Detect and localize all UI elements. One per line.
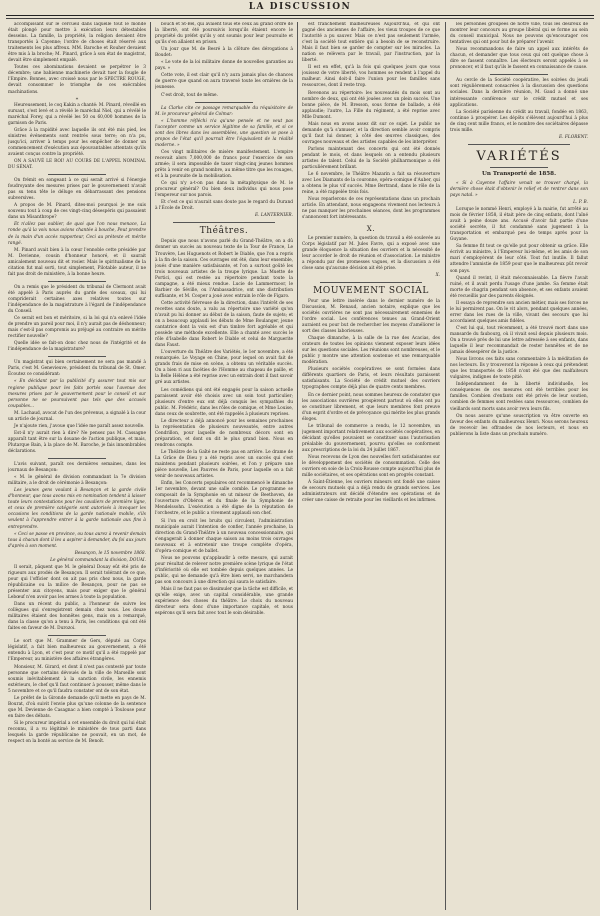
paragraph: À Saint-Étienne, les ouvriers mineurs ont fondé une caisse de secours mutuels qui a déjà rendu de grands services. Les administrateurs ont décidé d'étendre ses opérations et de créer une caisse de retraite pour les vieillards et les infirmes.: [302, 480, 440, 504]
paragraph: Si le procureur impérial a cet ensemble du droit qui lui était reconnu, il a vu légitimé le ministère de tous parti dans lesquels la garde républicaine ne pouvait, en un mot, de respect on la bonté au service de M. Benoît.: [8, 720, 146, 745]
signature: E. FLORENT.: [559, 134, 588, 140]
quotation: « Le vote de la loi militaire donne de nouvelles garanties au pays. »: [155, 60, 293, 72]
paragraph: Il essaya de reprendre son ancien métier, mais ses forces ne le lui permirent pas. On le vit alors, pendant quelques années, errer dans les rues de la ville, vivant des secours que lui accordaient quelques amis fidèles.: [450, 300, 588, 324]
divider: [173, 222, 275, 223]
paragraph: Monsieur, M. Girard, et dont il n'est pas contesté par toute personne que certains dévoués de la ville de Marseille sont soumis inévitablement à la sanction civile, les ennemis extérieurs, le chef qu'il faut continuer à pousser, même dans le 5 novembre et ce qu'il faudra constater ont de son état.: [8, 664, 146, 694]
paragraph: Nous ne pouvons qu'applaudir à cette mesure, qui aurait pour résultat de relever notre première scène lyrique de l'état d'infériorité où elle est tombée depuis quelques années. Le public, qui ne demande qu'à être bien servi, ne marchandera pas son concours à une direction qui saura le satisfaire.: [155, 555, 293, 585]
paragraph: L'ouverture du Théâtre des Variétés, le 1er novembre, a été remarquée. Le Voyage en Chine, pour lequel on avait fait de grands frais de mise en scène, a obtenu un véritable succès. On a bien ri aux facéties de l'Homme au chapeau de paille, et la Belle Hélène a été reprise avec un entrain dont il faut savoir gré aux artistes.: [155, 350, 293, 386]
divider: [490, 167, 548, 168]
paragraph: C'est droit, tout de même.: [161, 92, 218, 98]
divider: [48, 174, 106, 175]
masthead: LA DISCUSSION: [248, 2, 352, 12]
divider: [468, 144, 570, 145]
paragraph: Heureusement, le coq Kakin a chanté: M. Pinard, réveillé en sursaut, s'est levé et a révélé le maréchal Niel, qui a révélé le maréchal Forey, qui a révélé les 50 ou 60,000 hommes de la garnison de Paris.: [8, 102, 146, 126]
quotation: « En décidant par la publicité d'y assurer tout mis sur regione publique pour les faits portés sous l'avenue des mesures prises par le gouvernement pour le conseil et sur personne ne se poursuivent pas tels que des accusés coupables...: [8, 379, 146, 409]
paragraph: Toutes ces abominations devaient se perpétrer le 3 décembre; une bahienne machinerie devait tuer la fougle de l'Empire. Bonnes, avec croissé nous par le SPECTRE ROUGE, devait consommer le triomphe de ces exécrables machinations.: [8, 65, 146, 95]
paragraph: Cette activité fiévreuse de la direction, dans l'intérêt de ses recettes sans doute, a valu au répertoire une variété qu'on n'avait pu lui donner au début de la saison, faute de sujets; et on a beaucoup applaudi les débuts de Mme Boulanger, jeune cantatrice dont la voix est d'un timbre fort agréable et qui possède une méthode excellente. Elle a chanté avec succès le rôle d'Isabelle dans Robert le Diable et celui de Marguerite dans Faust.: [155, 300, 293, 349]
paragraph: M. Pinard avait bien à la cœur l'ennoble cette présidée par M. Devienne, cousin d'honneur honoré, et il saurait amicalement nouveau dit et rosier. Mais le spiritualisme de la citation fut mal sorti, tout simplement, Pilotable auteur, il ne fait pas droit de ministère, à la bonne heure.: [8, 247, 146, 277]
epigraph: « Si à Cayenne l'affaire venait se trouver chargé, la dernière chose était d'obtenir le relief et de rentrer dans son pays natal. »: [450, 180, 588, 198]
divider: [48, 635, 106, 636]
paragraph: Lorsque le nommé Henri, employé à la mairie, fut arrêté au mois de février 1858, il était père de cinq enfants, dont l'aîné avait à peine douze ans. Accusé d'avoir fait partie d'une société secrète, il fut condamné sans jugement à la transportation et embarqué peu de temps après pour la Guyane.: [450, 207, 588, 243]
paragraph: Mais nous en avons assez dit sur ce sujet. Le public ne demande qu'à s'amuser, et la direction semble avoir compris qu'il faut lui donner, à côté des œuvres classiques, des ouvrages nouveaux et des artistes capables de les interpréter.: [302, 121, 440, 145]
column-3: [302, 22, 440, 910]
column-2: [155, 22, 293, 910]
section-heading-varietes: VARIÉTÉS: [476, 148, 562, 164]
quotation: « Ceci se passe en province, ou tous aurez à revenir demain tous à chacun dont il les a aspirer à demander, du foi aux jours d'après à son moment.: [8, 531, 146, 549]
paragraph: On nous assure qu'une souscription va être ouverte en faveur des enfants du malheureux Henri. Nous serons heureux de recevoir les offrandes de nos lecteurs, et nous en publierons la liste dans un prochain numéro.: [450, 413, 588, 437]
paragraph: Il serait, pâquent que M. le général Douay eût été pris de rigueurs aux prodés de Besançon. Il serait tolérant de ce que, pour qui l'officier dont on ait pas pris chez nous, la garde républicaine ou la milice de Besançon, pour ne pas se présenter aux citoyens, mais pour exiger que le général Lebœuf n'en avoir pas les armes à toute la population.: [8, 564, 146, 601]
paragraph: Il est en effet, qu'à la fois qui quelques jours que vous jouissez de votre liberté, vos hommes se rendent à l'appel du malheur. Ainsi doit-il faire l'union pour les familles sans ressources, dont il reste trop.: [302, 65, 440, 89]
paragraph: Le 6 novembre, le Théâtre Mazarin a fait sa réouverture avec Les Diamants de la couronne, opéra-comique d'Auber, qui a obtenu le plus vif succès. Mme Bertrand, dans le rôle de la reine, a été rappelée trois fois.: [302, 172, 440, 196]
paragraph: Pour une lettre insérée dans le dernier numéro de la Discussion, M. Renaud, ancien notaire, explique que les sociétés ouvrières ne sont pas nécessairement ennemies de l'ordre social. Les conférences tenues au Grand-Orient auraient eu pour but de rechercher les moyens d'améliorer le sort des classes laborieuses.: [302, 298, 440, 335]
paragraph: Au cercle de la Société coopérative, les soirées du jeudi sont régulièrement consacrées à la discussion des questions sociales. Dans la dernière réunion, M. Gaud a donné une intéressante conférence sur le crédit mutuel et ses applications.: [450, 78, 588, 108]
quotation: Les jeunes gens voulant à Besançon et la garde civile d'honneur, que tous avons mis en nomination tendent à laisser toute leurs contestations pour les cavaliers de première ligne, et ceux de première catégorie sont autorisés à invoquer les occasions les conditions de la garde nationale mobile, s'ils veulent à l'apprendre entrer à la garde nationale aux fins à entreprendre.: [8, 488, 146, 530]
divider: [48, 356, 106, 357]
paragraph: Le préfet de la Gironde demande qu'il mette en pays de M. Bourat, d'où suivit l'envie plus qu'une colonne de la sentence que M. Devienne de Casagnac a bien compté à Toulouse pour en faire des débats.: [8, 695, 146, 719]
paragraph: les personnes groupées de notre ville, tous les désireux de montrer leur concours au groupe libéral qui se forme au sein du conseil municipal. Nous ne pouvons qu'encourager ces tentatives qui ont pour but de préparer l'avenir.: [450, 22, 588, 46]
paragraph: Nous reparlerons de ces représentations dans un prochain article. En attendant, nous engageons vivement nos lecteurs à ne pas manquer les prochaines séances, dont les programmes s'annoncent fort intéressants.: [302, 197, 440, 221]
paragraph: Les comédiens qui ont été engagés pour la saison actuelle paraissent avoir été choisis avec un soin tout particulier; plusieurs d'entre eux ont déjà conquis les sympathies du public. M. Frédéric, dans les rôles de comique, et Mme Louise, dans ceux de soubrette, ont été rappelés à plusieurs reprises.: [155, 387, 293, 417]
paragraph: Nous recommandons de faire un appel aux intérêts de chacun, et demander que tous ceux qui ont quelque chose à dire se fassent connaître. Les électeurs seront appelés à se prononcer, et il faut qu'ils le fassent en connaissance de cause.: [450, 47, 588, 71]
quotation: « L'homme réfléchi n'a qu'une pensée et ne veut pas l'accepter comme un service légitime de sa famille, et si ce sont des libres dans les assemblées, une question se pose à propos de l'état qu'il pourrait être l'équivalent de la réalité moderne. »: [155, 118, 293, 148]
paragraph: est franchement malheureuses Aujourd'hui, et qui ont gagné des anciennes de l'affaire, les vieux troupes de ce que l'autorité a pu sauver. Mais ce n'est pas seulement l'armée, c'est la société tout entière qui a besoin de se reconstruire. Mais il faut bien se garder de compter sur les miracles. La nation se relèvera par le travail, par l'instruction, par la liberté.: [302, 22, 440, 64]
paragraph: Le premier numéro, la question du travail a été soulevée au Corps législatif par M. Jules Favre, qui a exposé avec une grande éloquence la situation des ouvriers et la nécessité de leur accorder le droit de réunion et d'association. Le ministre a répondu par des promesses vagues, et la discussion a été close sans qu'aucune décision ait été prise.: [302, 235, 440, 271]
paragraph: A propos de M. Pinard, dites-moi pourquoi je me suis souvenu tout à coup de ces vingt-cinq désespéris qui passaient dans un Misanthrope?: [8, 203, 146, 221]
paragraph: Et c'est ce qui n'aurait sans doute pas le regard du Durand à l'École de Droit.: [155, 200, 293, 212]
paragraph: L'avis suivant, paraît ces dernières semaines, dans les journaux de Besançon:: [8, 462, 146, 474]
paragraph: La Société parisienne du crédit au travail, fondée en 1863, continue à prospérer. Les dépôts s'élèvent aujourd'hui à plus de cinq cent mille francs, et le nombre des sociétaires dépasse trois mille.: [450, 109, 588, 133]
paragraph: Parlons maintenant des concerts qui ont été donnés pendant le mois, et dans lesquels on a entendu plusieurs artistes de talent. Celui de la Société philharmonique a été particulièrement brillant.: [302, 146, 440, 171]
paragraph: Le sort que M. Grammer de Gers, député au Corps législatif, a fait bien malheureux au gouvernement, a été entendu à Lyon, et c'est pour ce motif qu'il a été rappelé par l'Empereur, au ministère des affaires étrangères.: [8, 639, 146, 663]
epigraph-attribution: L. P. B.: [573, 199, 588, 205]
paragraph: Plusieurs sociétés coopératives se sont formées dans différents quartiers de Paris, et leurs résultats paraissent satisfaisants. La Société de crédit mutuel des ouvriers typographes compte déjà plus de quatre cents membres.: [302, 367, 440, 391]
paragraph: ON A SAUVÉ LE ROI! AU COURS DE L'APPEL NOMINAL DU SÉNAT.: [8, 158, 146, 171]
divider: [320, 282, 422, 283]
paragraph: Sa femme fit tout ce qu'elle put pour obtenir sa grâce. Elle écrivit au ministre, à l'Empereur lui-même, et les amis de son mari s'employèrent de leur côté. Tout fut inutile. Il fallut attendre l'amnistie de 1859 pour que le malheureux pût revoir son pays.: [450, 244, 588, 274]
section-heading-theatres: Théâtres.: [199, 226, 249, 237]
paragraph: Indépendamment de la liberté individuelle, les conséquences de ces mesures ont été terribles pour les familles. Combien d'enfants ont été privés de leur soutien, combien de femmes sont restées sans ressources, combien de vieillards sont morts sans avoir revu leurs fils.: [450, 382, 588, 412]
paragraph: Un magistrat qui bien certainement ne sera pas mandé à Paris, c'est M. Genevieuve, président du tribunal de St. Omer. Écoutez ce considérant:: [8, 360, 146, 378]
header-rule-thin: [6, 18, 594, 19]
paragraph: Si l'on en croit les bruits qui circulent, l'administration municipale aurait l'intention de confier, l'année prochaine, la direction du Grand-Théâtre à un nouveau concessionnaire, qui s'engagerait à donner chaque saison au moins trois ouvrages nouveaux et à entretenir une troupe complète d'opéra, d'opéra-comique et de ballet.: [155, 518, 293, 554]
column-divider: [297, 22, 298, 910]
paragraph: Nous livrons ces faits sans commentaire à la méditation de nos lecteurs. Ils y trouveront la réponse à ceux qui prétendent que les transportés de 1858 n'ont été que des malfaiteurs vulgaires, indignes de toute pitié.: [450, 357, 588, 381]
paragraph: Ce serait est bon et méritoire, si la loi qui n'a enlevé l'idée de prendre un pareil pour moi, il n'y aurait pas de déshonneur; mais c'est-il pas compromis au préjugé au contraire on mérite rectifier nouvelle?: [8, 316, 146, 340]
column-divider: [445, 22, 446, 910]
paragraph: Ces vingt militaires de misère manifestement. L'empire recevait alors 7,000,000 de francs pour l'exercice de son armée; il sera impossible de taxer vingt-cinq jeunes hommes prêts à venir en grand nombre, au même titre que les rouages, et à la poursuite de la mobilisation.: [155, 149, 293, 180]
paragraph: Chaque dimanche, à la salle de la rue des Acacias, des orateurs de toutes les opinions viennent exposer leurs idées sur les questions sociales. Les réunions sont nombreuses, et le public y montre une attention soutenue et une remarquable modération.: [302, 336, 440, 366]
paragraph: Je n'ajoute rien, j'avoue que l'idée me paraît assez nouvelle.: [14, 423, 145, 429]
paragraph: bouch et St-Bel, qui avaient tous été ceux au grand ordre de la liberté, ont été poursuivis lorsqu'ils étaient encore le propriété du préfet qu'ils y ont soumis pour leur poursuite et qu'ils s'en allaient en prison.: [155, 22, 293, 46]
paragraph: Est-il n'y aurait rien à dire? Ne pensez pas M. Cassagne apparaît tant être sur la douane de l'action publique, et mais, Plutarque Bain, à la place de M. Baroche, je fais innombrables déclarations.: [8, 430, 146, 454]
article-title: Un Transporté de 1858.: [481, 170, 557, 177]
divider: [195, 102, 253, 103]
paragraph: En ce dernier point, nous sommes heureux de constater que les associations ouvrières prospèrent partout où elles ont pu se constituer librement, et que leurs membres font preuve d'un esprit d'ordre et de prévoyance qui mérite les plus grands éloges.: [302, 392, 440, 422]
paragraph: M. Lachaud, avocat de l'un des prévenus, a signalé à la cour un article de journal.: [8, 410, 146, 422]
paragraph: Quand il revint, il était méconnaissable. La fièvre l'avait ruiné, et il avait perdu l'usage d'une jambe. Sa femme était morte de chagrin pendant son absence, et ses enfants avaient été recueillis par des parents éloignés.: [450, 275, 588, 299]
signature: Le général commandant la division, DOUAI.: [50, 557, 146, 563]
paragraph: Enfin, les Concerts populaires ont recommencé le dimanche 1er novembre, devant une salle comble. Le programme se composait de la Symphonie en ut mineur de Beethoven, de l'ouverture d'Obéron et du finale de la Symphonie de Mendelssohn. L'exécution a été digne de la réputation de l'orchestre, et le public a vivement applaudi son chef.: [155, 481, 293, 517]
verse: Et n'allez pas oublier, de quoi que l'on nous menace, La ronde qu'à la voix nous avions chantée à bouche, Peut prendre de la main d'un accès rapporteur, Ceci au prétexte et mérite rangé.: [8, 222, 146, 246]
paragraph: Quelle idée se fait-on donc chez nous de l'intégrité et de l'indépendance de la magistrature?: [8, 341, 146, 353]
paragraph: accompissant sur le cercueil dans laquelle tout le monde était plongé pour mettre à exécution leurs détestables desseins. La famille, la propriété, la religion devaient être transportés à Cayenne; l'ordre de choses était réservé aux traitements les plus affreux. MM. Baroche et Rouher devaient être mis à la broche; M. Pinard, grâce à son état de magistrat, devait être simplement empalé.: [8, 22, 146, 64]
dateline: Besançon, le 15 novembre 1868.: [74, 550, 146, 556]
signature: E. LANTERNIER.: [254, 213, 293, 219]
column-4: [450, 22, 588, 910]
paragraph: On a remis que le président du tribunal de Clermont avait été appelé à Paris auprès du garde des sceaux, qui lui compriderait certaines axes relatives toutes sur l'indépendance de la magistrature à l'égard de l'indépendance du Conseil.: [8, 284, 146, 315]
divider: [48, 281, 106, 282]
paragraph: Un jour que M. de Besré à la clôture des dérogations à Boudet:: [155, 47, 293, 59]
paragraph: Nous recevons de Lyon des nouvelles fort satisfaisantes sur le développement des sociétés de consommation. Celle des ouvriers en soie de la Croix-Rousse compte aujourd'hui plus de mille sociétaires, et ses opérations sont en progrès constant.: [302, 455, 440, 479]
paragraph: Le tribunal de commerce a rendu, le 12 novembre, un jugement important relativement aux sociétés coopératives, en décidant qu'elles pouvaient se constituer sans l'autorisation préalable du gouvernement, pourvu qu'elles se conforment aux prescriptions de la loi du 24 juillet 1867.: [302, 423, 440, 453]
paragraph: On frémit en songeant à ce qui serait arrivé si l'énergie foudroyante des mesures prises par le gouvernement n'avait pas su tenu tête le déluge en débarrassant des pensions subversives.: [8, 178, 146, 202]
paragraph: Mais il ne faut pas se dissimuler que la tâche est difficile, et qu'elle exige, avec un capital considérable, une grande expérience des choses du théâtre. Le choix du nouveau directeur sera donc d'une importance capitale, et nous espérons qu'il sera fait avec tout le soin désirable.: [155, 587, 293, 617]
section-heading-mouvement-social: MOUVEMENT SOCIAL: [313, 285, 429, 296]
header-rule: [6, 15, 594, 16]
divider: [490, 74, 548, 75]
paragraph: Depuis que nous n'avons parlé du Grand-Théâtre, on a dû donner un succès au nouveau texte de la Tour de France, Le Trouvère, Les Huguenots et Robert le Diable, que l'on a repris à la fin de la saison. Ces ouvrages ont été, dans leur ensemble, joués d'une manière satisfaisante, et l'on a surtout goûté les trois nouveaux artistes de la troupe lyrique. La Muette de Portici, qui est restée au répertoire pendant toute la campagne, a été mieux rendue. Lucie de Lammermoor, le Barbier de Séville, ou l'Ambassadrice, ont une distribution suffisante, et M. Cooper a joué avec entrain le rôle de Figaro.: [155, 239, 293, 299]
paragraph: Revenons au répertoire: les nouveautés du mois sont au nombre de deux, qui ont été jouées avec un plein succès. Une bonne pièce, de M. Bresson, sous forme de ballade, a été applaudie; l'autre, La Fille du régiment, a été reprise avec Mlle Dumont.: [302, 90, 440, 120]
paragraph: Ce qui n'y a-t-on pas dans la métaphysique de M. le procureur général? Ou bien deux individus qui nous pose l'empereur sur nos parois.: [155, 181, 293, 199]
signature: X.: [435, 272, 440, 278]
separator-heading: X.: [366, 224, 376, 233]
paragraph: Grâce à la rapidité avec laquelle ils ont été mis pied, les sinistres événements sont rentrés sous terre; on n'a pu, jusqu'ici, arriver à temps pour les empêcher de donner un commencement d'exécution aux épouvantables attentats qu'ils avaient conçus contre la propriété.: [8, 127, 146, 157]
divider: [48, 458, 106, 459]
paragraph: C'est lui qui, tout récemment, a été trouvé mort dans une mansarde du faubourg, où il vivait seul depuis plusieurs mois. On a trouvé près de lui une lettre adressée à ses enfants, dans laquelle il leur recommandait de rester honnêtes et de ne jamais désespérer de la justice.: [450, 325, 588, 356]
paragraph: Le Théâtre de la Gaîté ne reste pas en arrière. Le drame de La Grâce de Dieu y a été repris avec un succès qui s'est maintenu pendant plusieurs soirées, et l'on y prépare une pièce nouvelle, Les Pauvres de Paris, pour laquelle on a fait venir de nouveaux artistes.: [155, 450, 293, 480]
column-divider: [150, 22, 151, 910]
paragraph: La Clarke cite ce passage remarquable du réquisitoire de M. le procureur général de Colmar:: [155, 105, 293, 117]
paragraph: Cette vote, il est clair qu'il n'y aura jamais plus de chances de guerre que quand on aura traversé toute les ornières de la jeunesse.: [155, 73, 293, 91]
column-1: [8, 22, 146, 910]
separator-star: *: [75, 96, 79, 103]
quotation: « M. le général de division commandant la 7e division militaire, a le droit de cérémonie à Besançon:: [8, 475, 146, 487]
paragraph: Le directeur a déjà annoncé pour les semaines prochaines la représentation de plusieurs nouveautés, entre autres Cendrillon, pour laquelle de nombreux décors sont en préparation, et dont on dit le plus grand bien. Nous en rendrons compte.: [155, 418, 293, 448]
paragraph: Dans un récent du public, a l'honneur de suivre les collègues qui s'enregistrent demain chez nous. Les douze militaires étaient des honnêtes gens, mais on a remarqué, dans la classe qu'on a tenu à Paris, les conditions qui ont été faites en faveur de M. Durozoi.: [8, 602, 146, 632]
